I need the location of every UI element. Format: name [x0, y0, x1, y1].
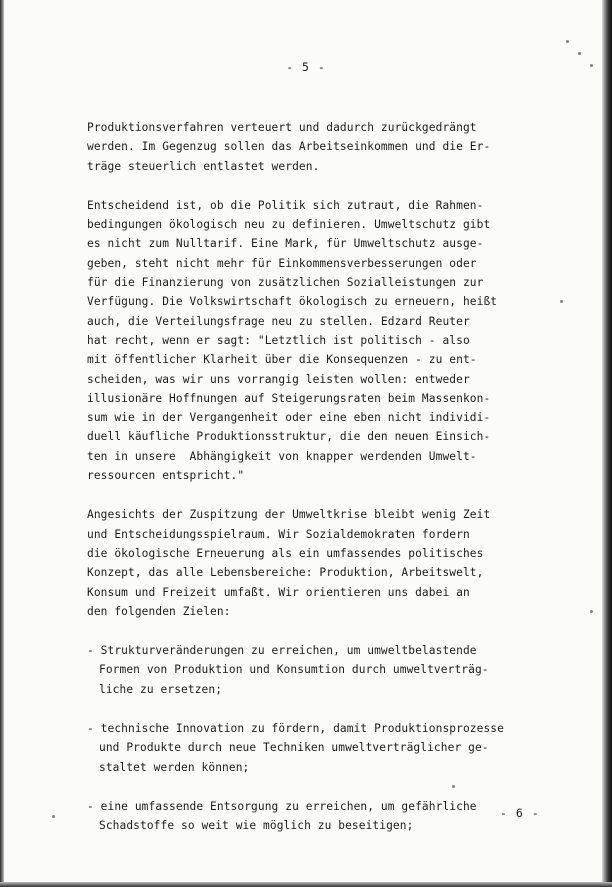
list-item	[87, 797, 532, 836]
text-line: - eine umfassende Entsorgung zu erreichen, um gefährliche	[87, 799, 477, 813]
text-line: ten in unsere Abhängigkeit von knapper werdenden Umwelt-	[87, 449, 477, 463]
text-line: die ökologische Erneuerung als ein umfassendes politisches	[87, 546, 484, 560]
scan-edge-right	[602, 0, 612, 887]
text-line: bedingungen ökologisch neu zu definieren. Umweltschutz gibt	[87, 218, 491, 232]
text-line: es nicht zum Nulltarif. Eine Mark, für Umweltschutz ausge-	[87, 237, 484, 251]
text-line: träge steuerlich entlastet werden.	[87, 159, 320, 173]
document-body	[87, 118, 532, 836]
paragraph	[87, 196, 532, 485]
scan-edge-left	[0, 0, 4, 887]
scan-speck	[590, 610, 593, 613]
text-line: Entscheidend ist, ob die Politik sich zutraut, die Rahmen-	[87, 198, 484, 212]
scan-speck	[52, 815, 55, 818]
text-line: ressourcen entspricht."	[87, 469, 245, 483]
text-line: - Strukturveränderungen zu erreichen, um umweltbelastende	[87, 644, 477, 658]
scan-edge-bottom	[0, 882, 612, 887]
list-item	[87, 719, 532, 777]
text-line: Verfügung. Die Volkswirtschaft ökologisch zu erneuern, heißt	[87, 295, 498, 309]
text-line: liche zu ersetzen;	[99, 682, 223, 696]
text-line: - technische Innovation zu fördern, damit Produktionsprozesse	[87, 722, 504, 736]
text-line: scheiden, was wir uns vorrangig leisten wollen: entweder	[87, 372, 470, 386]
text-line: sum wie in der Vergangenheit oder eine eben nicht individi-	[87, 411, 491, 425]
text-line: Formen von Produktion und Konsumtion durch umweltverträg-	[99, 663, 489, 677]
text-line: staltet werden können;	[99, 760, 250, 774]
text-line: duell käufliche Produktionsstruktur, die den neuen Einsich-	[87, 430, 491, 444]
text-line: den folgenden Zielen:	[87, 604, 231, 618]
page-number-top: - 5 -	[286, 60, 326, 74]
scan-speck	[566, 40, 569, 43]
text-line: hat recht, wenn er sagt: "Letztlich ist politisch - also	[87, 333, 470, 347]
text-line: auch, die Verteilungsfrage neu zu stellen. Edzard Reuter	[87, 314, 470, 328]
list-item	[87, 641, 532, 699]
scan-speck	[560, 300, 563, 303]
page-number-bottom: - 6 -	[500, 806, 540, 820]
text-line: Konzept, das alle Lebensbereiche: Produktion, Arbeitswelt,	[87, 566, 484, 580]
text-line: werden. Im Gegenzug sollen das Arbeitseinkommen und die Er-	[87, 140, 491, 154]
text-line: Konsum und Freizeit umfaßt. Wir orientieren uns dabei an	[87, 585, 470, 599]
text-line: und Produkte durch neue Techniken umweltverträglicher ge-	[99, 741, 489, 755]
paragraph	[87, 118, 532, 176]
text-line: Schadstoffe so weit wie möglich zu beseitigen;	[99, 819, 414, 833]
paragraph	[87, 505, 532, 621]
text-line: Angesichts der Zuspitzung der Umweltkrise bleibt wenig Zeit	[87, 508, 491, 522]
scan-speck	[578, 52, 581, 55]
text-line: Produktionsverfahren verteuert und dadurch zurückgedrängt	[87, 121, 477, 134]
text-line: geben, steht nicht mehr für Einkommensverbesserungen oder	[87, 256, 477, 270]
text-line: für die Finanzierung von zusätzlichen Sozialleistungen zur	[87, 276, 484, 290]
text-line: und Entscheidungsspielraum. Wir Sozialdemokraten fordern	[87, 527, 470, 541]
text-line: illusionäre Hoffnungen auf Steigerungsraten beim Massenkon-	[87, 391, 491, 405]
text-line: mit öffentlicher Klarheit über die Konsequenzen - zu ent-	[87, 353, 477, 367]
